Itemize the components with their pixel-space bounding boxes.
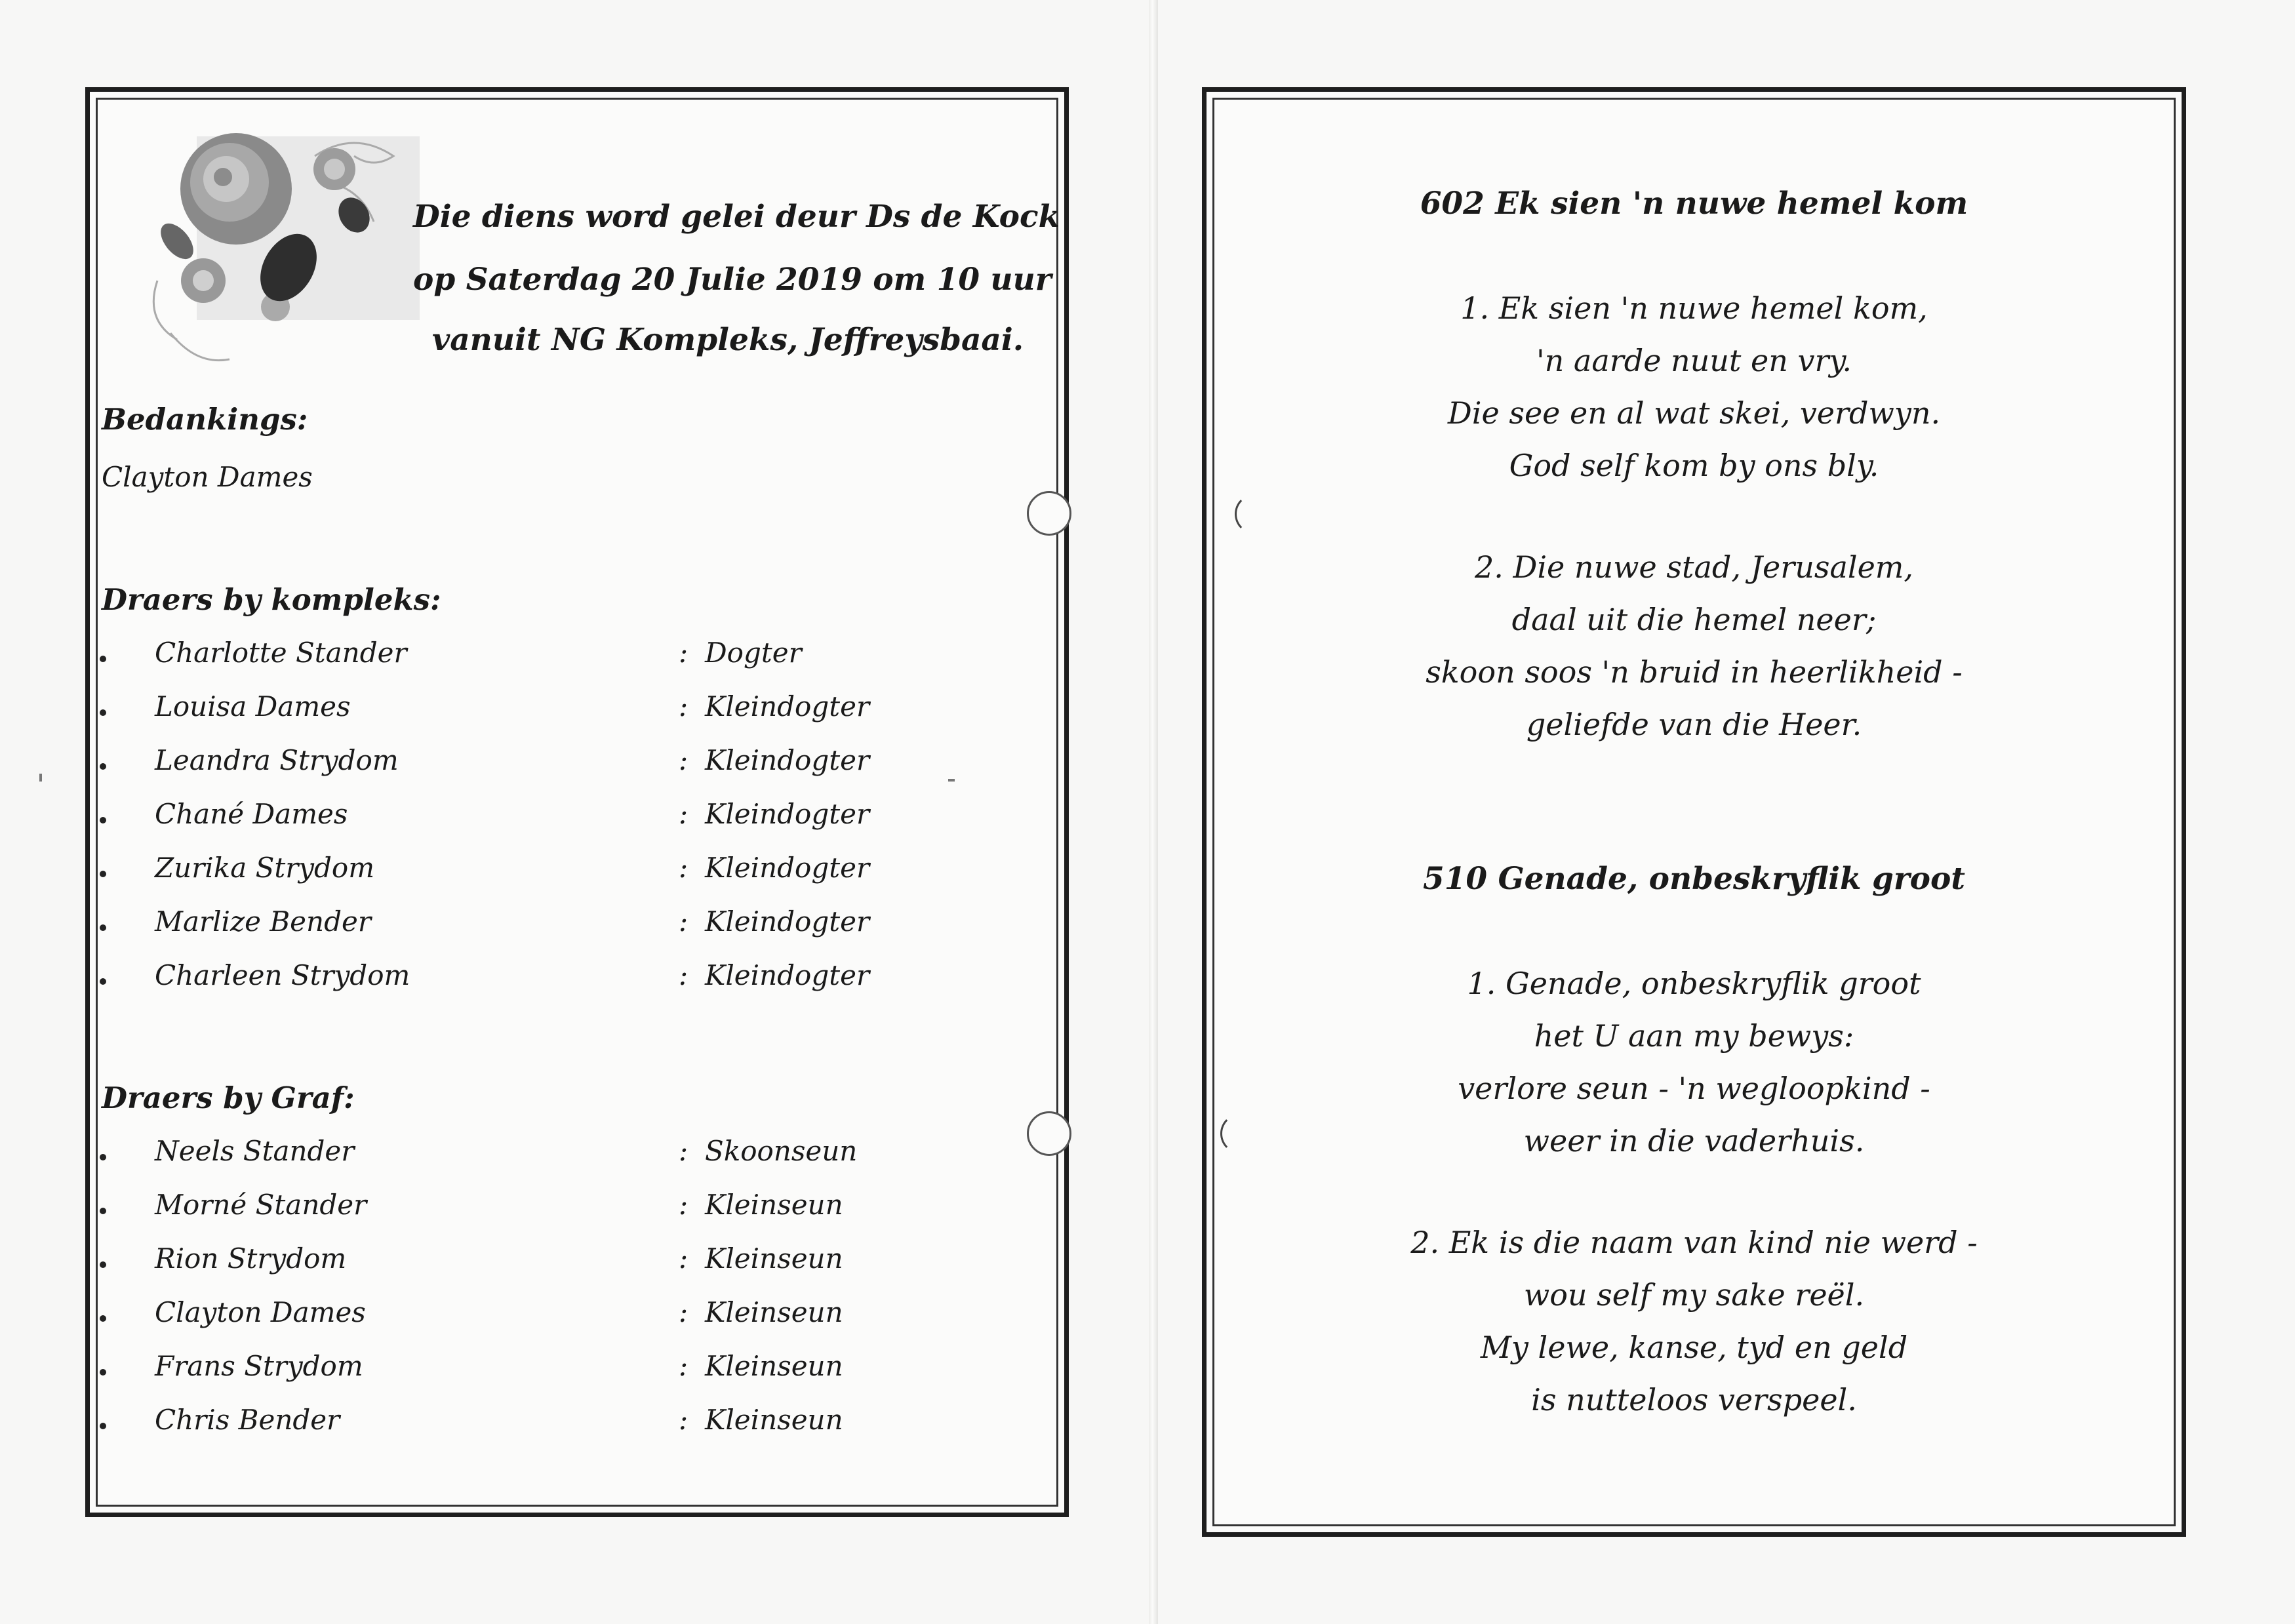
bearer-role: Kleindogter xyxy=(705,905,870,938)
separator: : xyxy=(679,690,688,723)
verse-line: skoon soos 'n bruid in heerlikheid - xyxy=(1426,654,1963,690)
separator: : xyxy=(679,1242,688,1275)
verse-line: 1. Ek sien 'n nuwe hemel kom, xyxy=(1460,290,1928,326)
bullet xyxy=(100,1208,106,1214)
bearer-name: Louisa Dames xyxy=(155,690,351,723)
verse-line: Die see en al wat skei, verdwyn. xyxy=(1447,395,1941,431)
bearer-role: Dogter xyxy=(705,637,802,669)
scan-speck xyxy=(39,774,42,782)
bearer-role: Kleindogter xyxy=(705,744,870,776)
bearers-grave-heading: Draers by Graf: xyxy=(102,1080,355,1115)
punch-hole xyxy=(1027,491,1071,536)
service-leader-line: Die diens word gelei deur Ds de Kock xyxy=(413,199,1060,235)
bearer-role: Kleindogter xyxy=(705,852,870,884)
bullet xyxy=(100,1369,106,1376)
bearer-role: Kleinseun xyxy=(705,1404,843,1436)
separator: : xyxy=(679,744,688,776)
bearer-name: Clayton Dames xyxy=(155,1296,366,1328)
separator: : xyxy=(679,1350,688,1382)
page-fold xyxy=(1149,0,1158,1624)
bearer-role: Kleinseun xyxy=(705,1189,843,1221)
bullet xyxy=(100,1154,106,1160)
separator: : xyxy=(679,1135,688,1167)
bearer-name: Rion Strydom xyxy=(155,1242,347,1275)
bearers-complex-heading: Draers by kompleks: xyxy=(102,582,441,617)
verse-line: geliefde van die Heer. xyxy=(1526,707,1862,742)
bearer-role: Kleinseun xyxy=(705,1296,843,1328)
bearer-name: Charlotte Stander xyxy=(155,637,407,669)
bullet xyxy=(100,763,106,770)
bullet xyxy=(100,1261,106,1268)
rose-flower-icon xyxy=(118,117,452,399)
verse-line: is nutteloos verspeel. xyxy=(1531,1382,1857,1417)
verse-line: 'n aarde nuut en vry. xyxy=(1536,343,1852,378)
verse-line: het U aan my bewys: xyxy=(1534,1018,1854,1054)
service-date-line: op Saterdag 20 Julie 2019 om 10 uur xyxy=(413,262,1052,298)
bullet xyxy=(100,924,106,931)
verse-line: weer in die vaderhuis. xyxy=(1523,1123,1865,1159)
bearer-role: Kleindogter xyxy=(705,690,870,723)
scan-speck xyxy=(948,779,955,782)
separator: : xyxy=(679,637,688,669)
bearer-name: Chané Dames xyxy=(155,798,348,830)
bullet xyxy=(100,1423,106,1429)
separator: : xyxy=(679,1296,688,1328)
verse-line: God self kom by ons bly. xyxy=(1509,448,1879,483)
separator: : xyxy=(679,852,688,884)
bearer-role: Skoonseun xyxy=(705,1135,858,1167)
thanks-heading: Bedankings: xyxy=(102,402,308,437)
separator: : xyxy=(679,1189,688,1221)
bearer-role: Kleindogter xyxy=(705,798,870,830)
separator: : xyxy=(679,1404,688,1436)
separator: : xyxy=(679,798,688,830)
bearer-name: Zurika Strydom xyxy=(155,852,375,884)
bearer-name: Chris Bender xyxy=(155,1404,340,1436)
bullet xyxy=(100,709,106,716)
separator: : xyxy=(679,959,688,991)
hymn-title: 602 Ek sien 'n nuwe hemel kom xyxy=(1420,186,1968,222)
bearer-name: Neels Stander xyxy=(155,1135,355,1167)
bearer-name: Leandra Strydom xyxy=(155,744,399,776)
hymn-title: 510 Genade, onbeskryflik groot xyxy=(1423,861,1965,897)
bullet xyxy=(100,871,106,877)
punch-hole-mark xyxy=(1235,494,1275,534)
bullet xyxy=(100,656,106,662)
separator: : xyxy=(679,905,688,938)
verse-line: 2. Die nuwe stad, Jerusalem, xyxy=(1474,549,1914,585)
bearer-name: Marlize Bender xyxy=(155,905,371,938)
bearer-name: Frans Strydom xyxy=(155,1350,363,1382)
service-venue-line: vanuit NG Kompleks, Jeffreysbaai. xyxy=(431,322,1024,358)
bearer-name: Charleen Strydom xyxy=(155,959,410,991)
bearer-role: Kleinseun xyxy=(705,1350,843,1382)
bullet xyxy=(100,978,106,985)
bearer-name: Morné Stander xyxy=(155,1189,367,1221)
verse-line: wou self my sake reël. xyxy=(1523,1277,1865,1313)
bullet xyxy=(100,817,106,823)
left-page xyxy=(85,87,1069,1517)
thanks-name: Clayton Dames xyxy=(102,461,313,493)
verse-line: 1. Genade, onbeskryflik groot xyxy=(1467,966,1921,1001)
punch-hole xyxy=(1027,1111,1071,1156)
bearer-role: Kleinseun xyxy=(705,1242,843,1275)
bearer-role: Kleindogter xyxy=(705,959,870,991)
bullet xyxy=(100,1315,106,1322)
verse-line: verlore seun - 'n wegloopkind - xyxy=(1458,1071,1930,1106)
right-page xyxy=(1202,87,2186,1537)
verse-line: My lewe, kanse, tyd en geld xyxy=(1480,1330,1908,1365)
verse-line: daal uit die hemel neer; xyxy=(1511,602,1877,637)
verse-line: 2. Ek is die naam van kind nie werd - xyxy=(1410,1225,1978,1260)
